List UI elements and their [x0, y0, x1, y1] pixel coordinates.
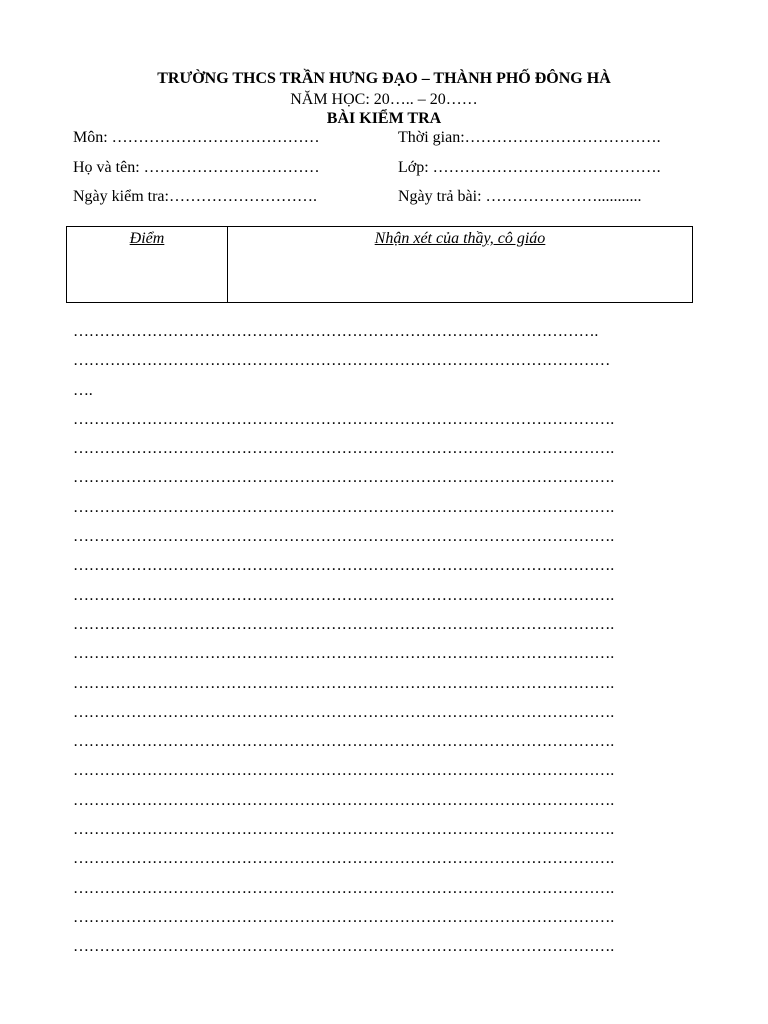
- grade-label: Điểm: [129, 230, 165, 247]
- exam-title: BÀI KIỂM TRA: [326, 110, 442, 127]
- answer-line: ………………………………………………………………………………………….: [73, 908, 615, 926]
- test-date-field: Ngày kiểm tra:……………………….: [73, 188, 317, 205]
- teacher-comment-cell: [228, 227, 692, 302]
- teacher-comment-label: Nhận xét của thầy, cô giáo: [374, 230, 546, 247]
- answer-line: ………………………………………………………………………………………….: [73, 410, 615, 428]
- time-field: Thời gian:……………………………….: [398, 129, 661, 146]
- class-field: Lớp: …………………………………….: [398, 159, 661, 176]
- answer-line: ………………………………………………………………………………………….: [73, 733, 615, 751]
- answer-line: ………………………………………………………………………………………….: [73, 821, 615, 839]
- answer-line: ………………………………………………………………………………………….: [73, 528, 615, 546]
- answer-line: ………………………………………………………………………………………….: [73, 469, 615, 487]
- grade-comment-table: [66, 226, 693, 303]
- subject-field: Môn: …………………………………: [73, 129, 320, 146]
- answer-line: ………………………………………………………………………………………….: [73, 703, 615, 721]
- answer-line: ………………………………………………………………………………………….: [73, 674, 615, 692]
- answer-line: ………………………………………………………………………………………….: [73, 879, 615, 897]
- answer-area: [73, 317, 713, 962]
- school-year: NĂM HỌC: 20….. – 20……: [290, 91, 478, 108]
- answer-line: ……………………………………………………………………………………….: [73, 323, 599, 340]
- answer-line: ………………………………………………………………………………………….: [73, 615, 615, 633]
- answer-line: ………………………………………………………………………………………….: [73, 938, 615, 956]
- answer-line: ………………………………………………………………………………………….: [73, 762, 615, 780]
- answer-line: ….: [73, 381, 93, 399]
- answer-line: ………………………………………………………………………………………….: [73, 586, 615, 604]
- answer-line: ………………………………………………………………………………………….: [73, 645, 615, 663]
- answer-line: …………………………………………………………………………………………: [73, 352, 611, 370]
- answer-line: ………………………………………………………………………………………….: [73, 791, 615, 809]
- school-name: TRƯỜNG THCS TRẦN HƯNG ĐẠO – THÀNH PHỐ ĐÔNG HÀ: [157, 70, 611, 87]
- student-name-field: Họ và tên: ……………………………: [73, 159, 320, 176]
- answer-line: ………………………………………………………………………………………….: [73, 440, 615, 458]
- grade-cell: [67, 227, 228, 302]
- return-date-field: Ngày trả bài: …………………...........: [398, 188, 642, 205]
- answer-line: ………………………………………………………………………………………….: [73, 557, 615, 575]
- answer-line: ………………………………………………………………………………………….: [73, 850, 615, 868]
- answer-line: ………………………………………………………………………………………….: [73, 498, 615, 516]
